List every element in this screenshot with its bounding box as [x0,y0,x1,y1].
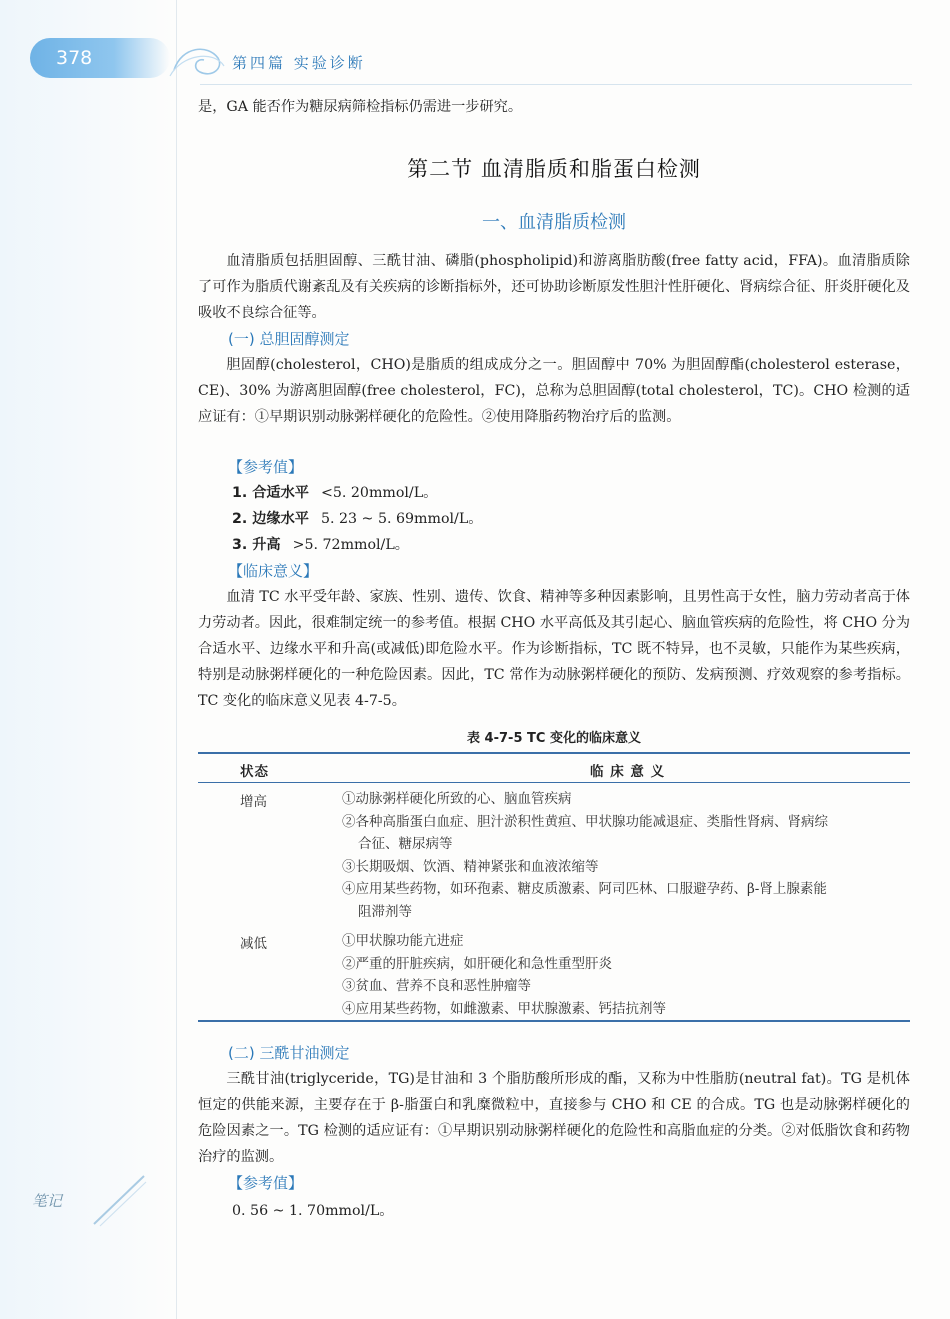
meaning-line: ①甲状腺功能亢进症 [342,933,464,949]
meaning-line: ③长期吸烟、饮酒、精神紧张和血液浓缩等 [342,858,599,875]
reference-item-label: 1. 合适水平 [232,485,309,501]
tg-reference-heading: 【参考值】 [228,1174,304,1192]
meaning-line: 合征、糖尿病等 [358,836,453,852]
header-swirl-icon [168,40,228,84]
reference-item-value: 5. 23 ~ 5. 69mmol/L。 [320,511,483,527]
meaning-line: 阻滞剂等 [358,903,412,920]
tc-reference-heading: 【参考值】 [228,458,304,476]
pencil-icon [90,1170,150,1230]
tc-clinical-heading: 【临床意义】 [228,562,319,580]
table-cell-state: 增高 [240,794,267,810]
table-top-rule [198,752,910,754]
table-cell-meaning [342,930,902,1020]
reference-item [232,482,437,502]
section-intro-paragraph: 血清脂质包括胆固醇、三酰甘油、磷脂(phospholipid)和游离脂肪酸(free fatty acid，FFA)。血清脂质除了可作为脂质代谢紊乱及有关疾病的诊断指标外，还可协助诊断原发性胆汁性肝硬化、肾病综合征、肝炎肝硬化及吸收不良综合征等。 [198,253,910,321]
table-header-rule [198,782,910,783]
notes-label: 笔记 [32,1192,63,1210]
reference-item [232,508,482,528]
margin-strip [0,0,175,1319]
meaning-line: ②严重的肝脏疾病，如肝硬化和急性重型肝炎 [342,955,612,972]
meaning-line: ②各种高脂蛋白血症、胆汁淤积性黄疸、甲状腺功能减退症、类脂性肾病、肾病综 [342,813,828,830]
table-cell-state: 减低 [240,936,267,952]
meaning-line: ③贫血、营养不良和恶性肿瘤等 [342,978,531,994]
intro-line: 是，GA 能否作为糖尿病筛检指标仍需进一步研究。 [198,99,523,115]
meaning-line: ④应用某些药物，如雌激素、甲状腺激素、钙拮抗剂等 [342,1000,666,1017]
tc-clinical-paragraph: 血清 TC 水平受年龄、家族、性别、遗传、饮食、精神等多种因素影响，且男性高于女性，脑力劳动者高于体力劳动者。因此，很难制定统一的参考值。根据 CHO 水平高低及其引起心、脑血管疾病的危险性，将 CHO 分为合适水平、边缘水平和升高(或减低)即危险水平。作为诊断指标，TC 既不特异，也不灵敏，只能作为某些疾病，特别是动脉粥样硬化的一种危险因素。因此，TC 常作为动脉粥样硬化的预防、发病预测、疗效观察的参考指标。TC 变化的临床意义见表 4-7-5。 [198,589,911,709]
section-title: 第二节 血清脂质和脂蛋白检测 [407,157,701,181]
margin-divider [176,0,177,1319]
header-rule [200,84,912,85]
meaning-line: ①动脉粥样硬化所致的心、脑血管疾病 [342,791,572,807]
reference-item-label: 2. 边缘水平 [232,511,309,527]
page-number: 378 [56,47,93,69]
reference-item-value: >5. 72mmol/L。 [292,537,409,553]
part-title: 第四篇 实验诊断 [232,54,366,72]
table-cell-meaning [342,788,902,923]
tg-heading: (二) 三酰甘油测定 [228,1044,350,1062]
table-bottom-rule [198,1020,910,1022]
tc-heading: (一) 总胆固醇测定 [228,330,350,348]
reference-item [232,534,409,554]
tg-reference-value: 0. 56 ~ 1. 70mmol/L。 [232,1203,394,1219]
tg-paragraph: 三酰甘油(triglyceride，TG)是甘油和 3 个脂肪酸所形成的酯，又称为中性脂肪(neutral fat)。TG 是机体恒定的供能来源，主要存在于 β-脂蛋白和乳糜微粒中，直接参与 CHO 和 CE 的合成。TG 也是动脉粥样硬化的危险因素之一。TG 检测的适应证有：①早期识别动脉粥样硬化的危险性和高脂血症的分类。②对低脂饮食和药物治疗的监测。 [198,1071,910,1165]
table-caption: 表 4-7-5 TC 变化的临床意义 [467,731,641,746]
table-header-state: 状态 [240,764,269,780]
reference-item-label: 3. 升高 [232,537,281,553]
page-number-badge [30,38,170,78]
table-header-meaning: 临 床 意 义 [590,764,666,780]
tc-paragraph: 胆固醇(cholesterol，CHO)是脂质的组成成分之一。胆固醇中 70% 为胆固醇酯(cholesterol esterase，CE)、30% 为游离胆固醇(free cholesterol，FC)，总称为总胆固醇(total cholesterol，TC)。CHO 检测的适应证有：①早期识别动脉粥样硬化的危险性。②使用降脂药物治疗后的监测。 [198,357,910,425]
reference-item-value: <5. 20mmol/L。 [320,485,438,501]
section-subtitle: 一、血清脂质检测 [482,212,626,233]
meaning-line: ④应用某些药物，如环孢素、糖皮质激素、阿司匹林、口服避孕药、β-肾上腺素能 [342,881,827,897]
